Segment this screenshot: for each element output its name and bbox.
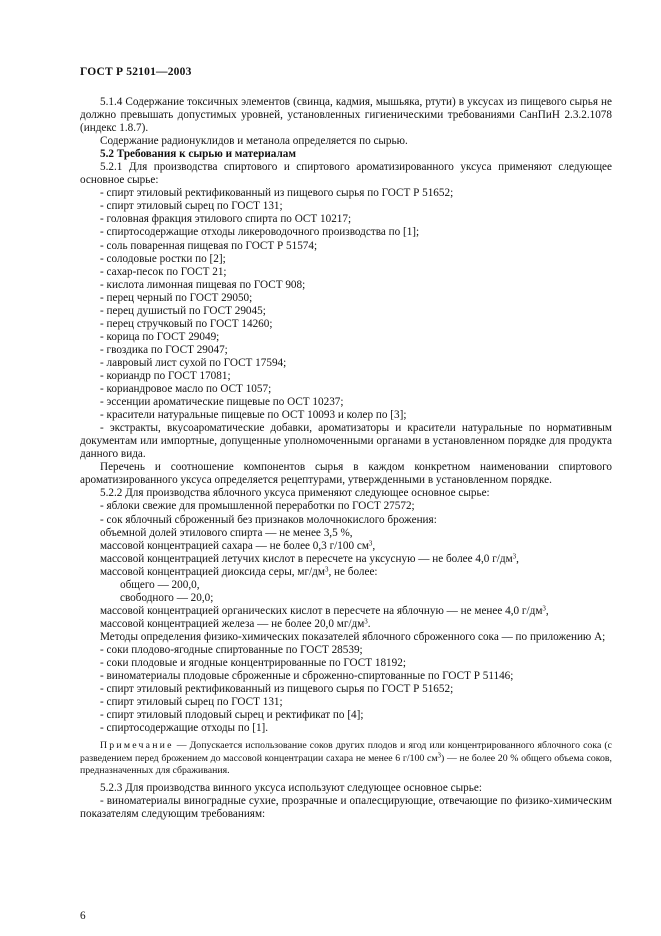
list-item: - эссенции ароматические пищевые по ОСТ 10237; (100, 396, 344, 409)
list-item: - яблоки свежие для промышленной переработки по ГОСТ 27572; (100, 500, 415, 513)
paragraph-5-2-1: 5.2.1 Для производства спиртового и спиртового ароматизированного уксуса применяют следующее основное сырье: (80, 161, 612, 187)
list-item: - гвоздика по ГОСТ 29047; (100, 343, 228, 356)
note-label: Примечание (100, 740, 174, 752)
paragraph-5-1-4: 5.1.4 Содержание токсичных элементов (свинца, кадмия, мышьяка, ртути) в уксусах из пищевого сырья не должно превышать допустимых уровней, установленных гигиеническими требованиями СанПиН 2.3.2.1078 (индекс 1.8.7). (80, 96, 612, 135)
list-item: - соки плодовые и ягодные концентрированные по ГОСТ 18192; (100, 657, 406, 670)
requirement-iron: массовой концентрацией железа — не более 20,0 $мг/дм^3$. (100, 617, 371, 630)
paragraph-radionuclides: Содержание радионуклидов и метанола определяется по сырью. (100, 135, 408, 148)
list-item: - солодовые ростки по [2]; (100, 252, 226, 265)
requirement-sulfur-dioxide: массовой концентрацией диоксида серы, $мг/дм^3$, не более: (100, 565, 378, 578)
list-item: - кислота лимонная пищевая по ГОСТ 908; (100, 278, 306, 291)
list-item: - перец стручковый по ГОСТ 14260; (100, 317, 273, 330)
requirement-sugar: массовой концентрацией сахара — не более 0,3 г/100 $см^3$, (100, 539, 376, 552)
list-item: - спирт этиловый ректификованный из пищевого сырья по ГОСТ Р 51652; (100, 187, 454, 200)
list-item: - спирт этиловый сырец по ГОСТ 131; (100, 200, 283, 213)
list-item: - головная фракция этилового спирта по ОСТ 10217; (100, 213, 352, 226)
list-item: - спиртосодержащие отходы ликероводочного производства по [1]; (100, 226, 420, 239)
requirement-ethanol: объемной долей этилового спирта — не менее 3,5 %, (100, 526, 353, 539)
requirement-organic-acids: массовой концентрацией органических кислот в пересчете на яблочную — не менее 4,0 $г/дм^3$, (100, 604, 549, 617)
list-item: - лавровый лист сухой по ГОСТ 17594; (100, 356, 287, 369)
list-item: - спирт этиловый ректификованный из пищевого сырья по ГОСТ Р 51652; (100, 683, 454, 696)
requirement-volatile-acids: массовой концентрацией летучих кислот в пересчете на уксусную — не более 4,0 $г/дм^3$, (100, 552, 519, 565)
list-item: - соль поваренная пищевая по ГОСТ Р 51574; (100, 239, 318, 252)
list-item: - спирт этиловый плодовый сырец и ректификат по [4]; (100, 709, 364, 722)
paragraph-methods: Методы определения физико-химических показателей яблочного сброженного сока — по приложению А; (100, 630, 606, 643)
list-item: - спиртосодержащие отходы по [1]. (100, 722, 269, 735)
list-item: - кориандр по ГОСТ 17081; (100, 369, 231, 382)
list-item: - перец черный по ГОСТ 29050; (100, 291, 253, 304)
requirement-so2-free: свободного — 20,0; (120, 591, 214, 604)
list-item: - корица по ГОСТ 29049; (100, 330, 220, 343)
page-number: 6 (80, 910, 86, 922)
list-item: - виноматериалы плодовые сброженные и сброженно-спиртованные по ГОСТ Р 51146; (100, 670, 514, 683)
list-item: - красители натуральные пищевые по ОСТ 10093 и колер по [3]; (100, 409, 407, 422)
list-item: - виноматериалы виноградные сухие, прозрачные и опалесцирующие, отвечающие по физико-химическим показателям следующим требованиям: (80, 794, 612, 820)
list-item: - спирт этиловый сырец по ГОСТ 131; (100, 696, 283, 709)
paragraph-5-2-3: 5.2.3 Для производства винного уксуса используют следующее основное сырье: (100, 781, 482, 794)
note-block: Примечание — Допускается использование соков других плодов и ягод или концентрированного яблочного сока (с разведением перед брожением до массовой концентрации сахара не менее 6 г/100 $см^3$) — не более 20 % общего объема соков, предназначенных для сбраживания. (80, 740, 612, 776)
paragraph-5-2-2: 5.2.2 Для производства яблочного уксуса применяют следующее основное сырье: (100, 487, 490, 500)
list-item: - экстракты, вкусоароматические добавки, ароматизаторы и красители натуральные по нормативным документам или импортные, допущенные уполномоченными органами в установленном порядке для продукта данного вида. (80, 422, 612, 461)
list-item: - соки плодово-ягодные спиртованные по ГОСТ 28539; (100, 643, 363, 656)
raw-materials-list-5-2-2 (80, 644, 612, 735)
list-item: - перец душистый по ГОСТ 29045; (100, 304, 266, 317)
juice-requirements (80, 527, 612, 631)
document-header: ГОСТ Р 52101—2003 (80, 66, 192, 78)
section-heading-5-2: 5.2 Требования к сырью и материалам (100, 148, 296, 161)
list-item: - сок яблочный сброженный без признаков молочнокислого брожения: (100, 513, 437, 526)
raw-materials-list-5-2-1 (80, 187, 612, 461)
list-item: - сахар-песок по ГОСТ 21; (100, 265, 227, 278)
requirement-so2-total: общего — 200,0, (120, 578, 200, 591)
document-body (80, 96, 612, 821)
list-item: - кориандровое масло по ОСТ 1057; (100, 383, 272, 396)
paragraph-components-list: Перечень и соотношение компонентов сырья в каждом конкретном наименовании спиртового ароматизированного уксуса определяется рецептурами, утвержденными в установленном порядке. (80, 461, 612, 487)
